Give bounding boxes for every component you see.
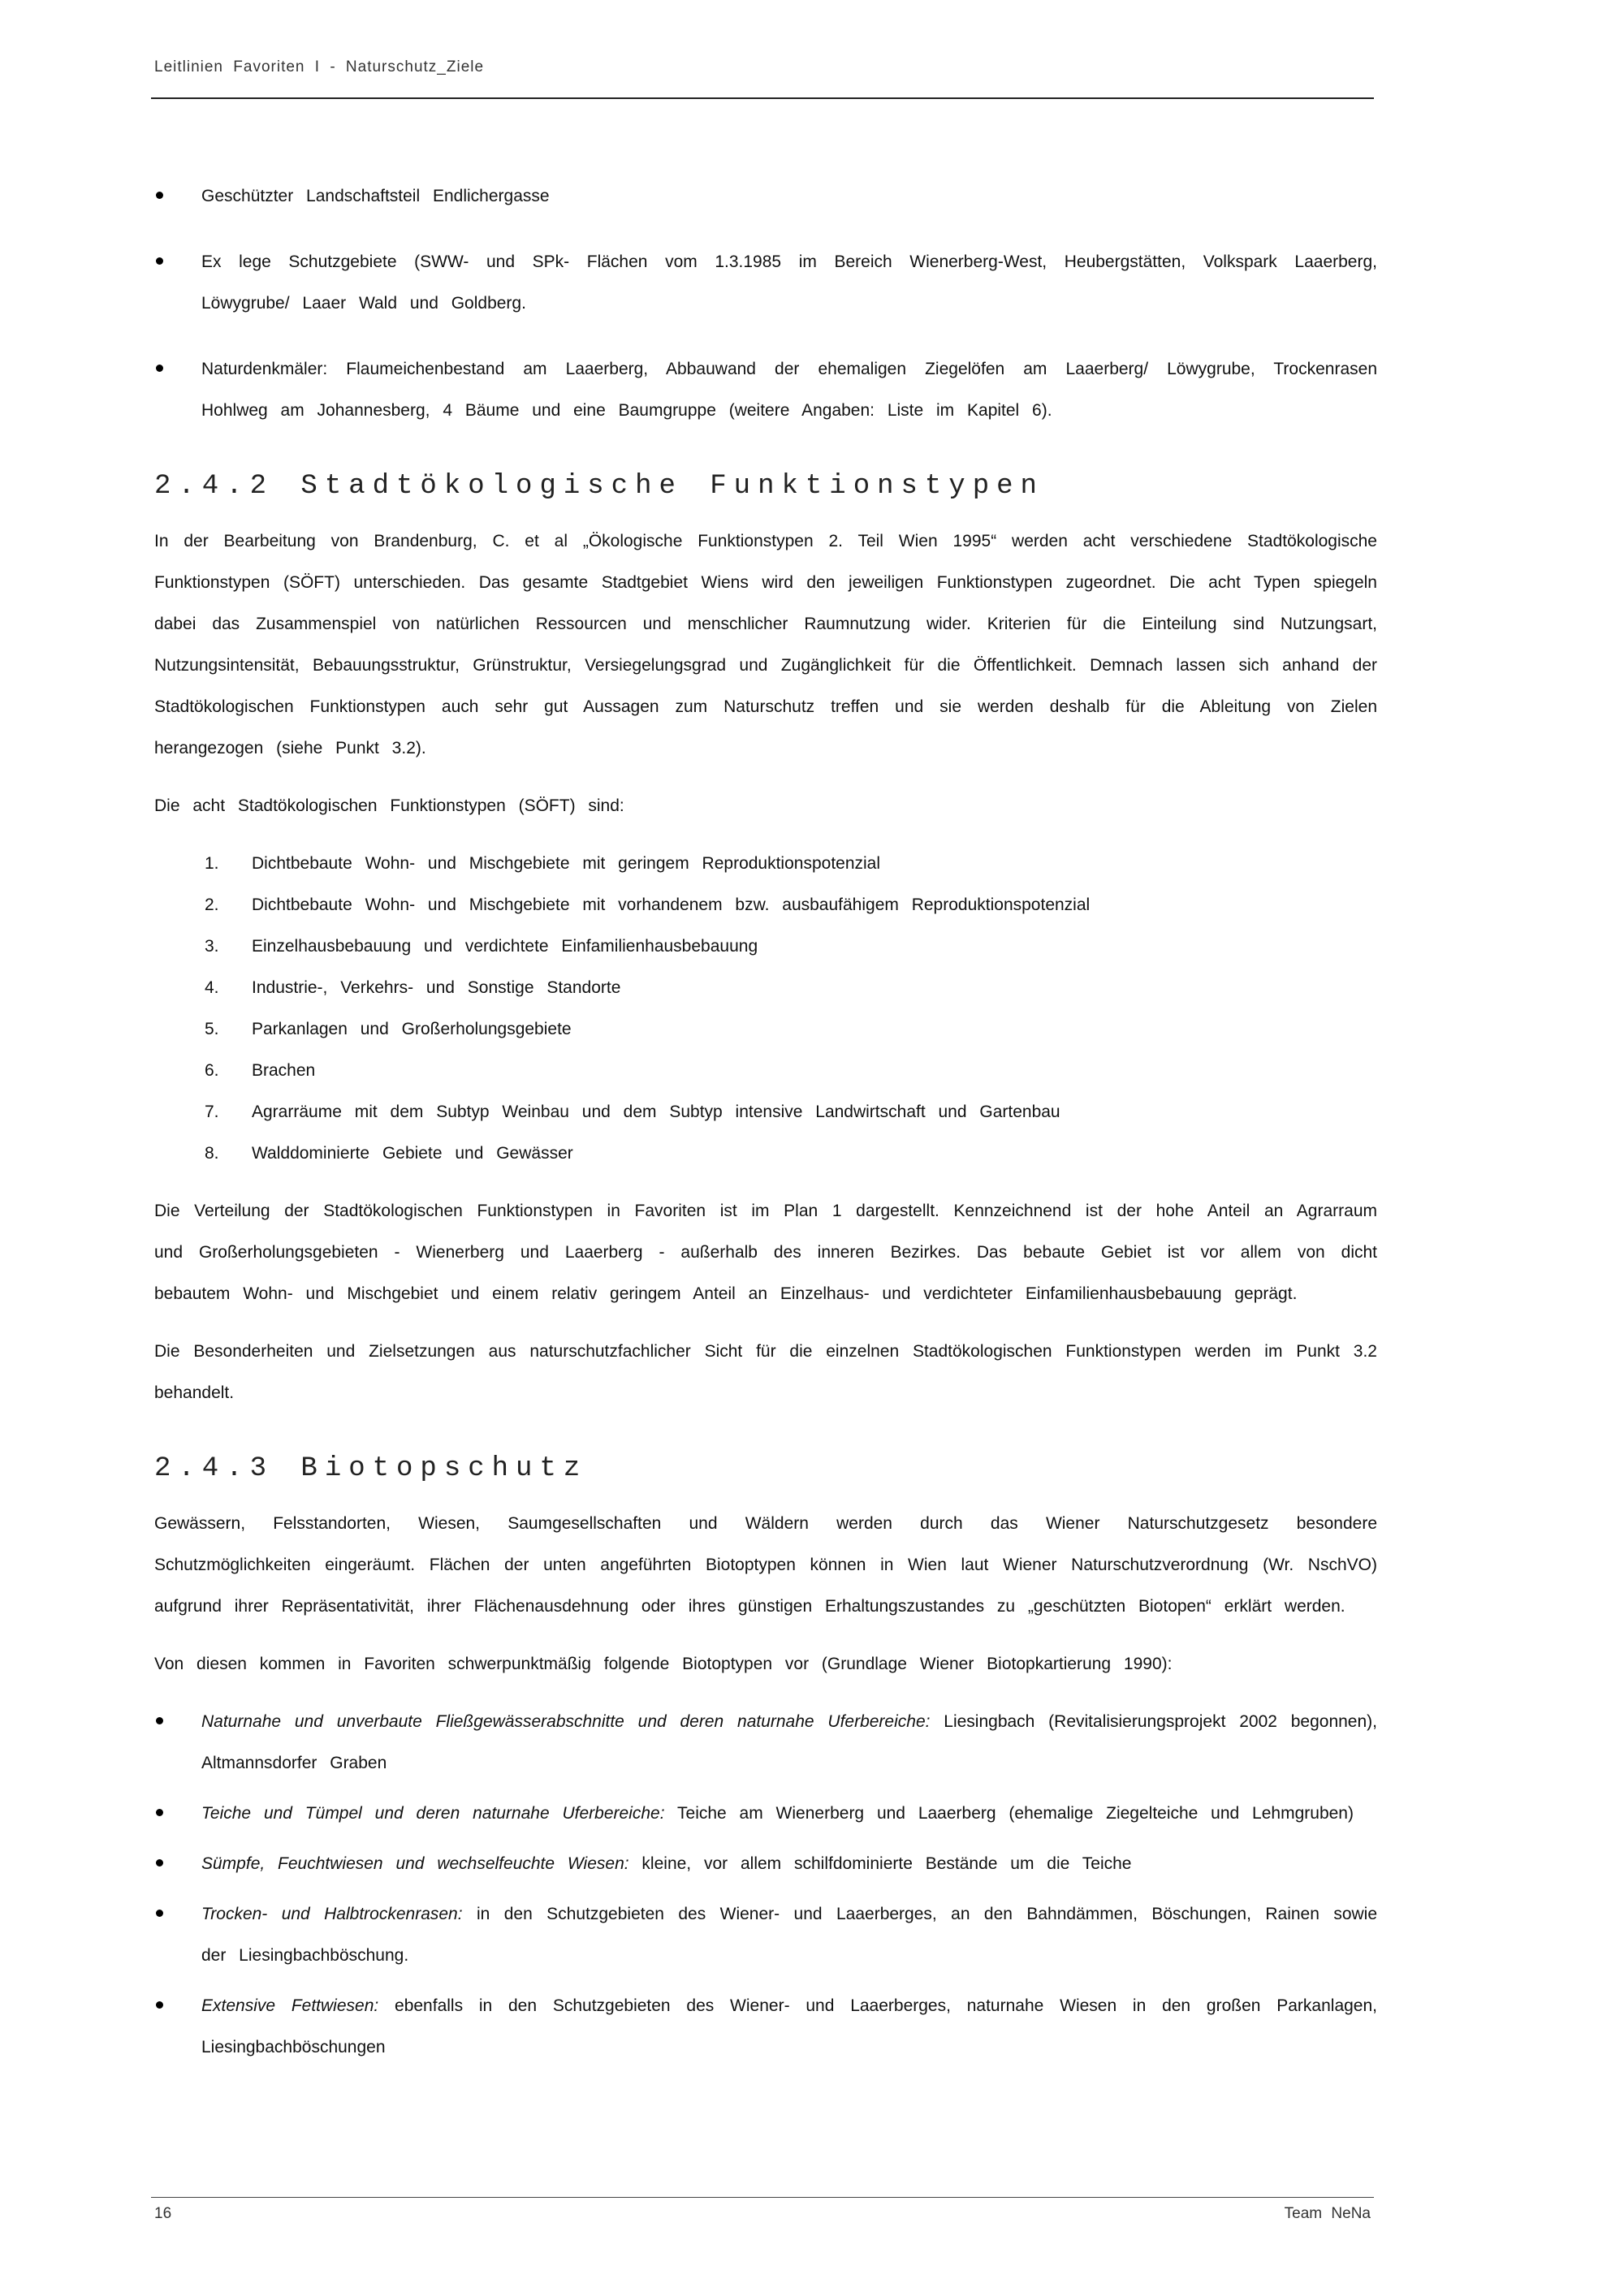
list-item bbox=[205, 884, 1377, 926]
footer-divider bbox=[151, 2197, 1374, 2198]
biotope-term: Naturnahe und unverbaute Fließgewässerabschnitte und deren naturnahe Uferbereiche: bbox=[201, 1712, 931, 1731]
list-item bbox=[205, 1008, 1377, 1050]
protected-areas-list bbox=[154, 175, 1377, 431]
bullet-icon bbox=[156, 192, 163, 199]
list-item bbox=[205, 843, 1377, 884]
list-item-text: Agrarräume mit dem Subtyp Weinbau und dem Subtyp intensive Landwirtschaft und Gartenbau bbox=[252, 1103, 1060, 1121]
list-item bbox=[154, 1793, 1377, 1834]
bullet-icon bbox=[156, 1910, 163, 1917]
section-heading-243: 2.4.3 Biotopschutz bbox=[154, 1453, 588, 1484]
paragraph: Gewässern, Felsstandorten, Wiesen, Saumgesellschaften und Wäldern werden durch das Wiener Naturschutzgesetz besondere Schutzmöglichkeiten eingeräumt. Flächen der unten angeführten Biotoptypen können in Wien laut Wiener Naturschutzverordnung (Wr. NschVO) aufgrund ihrer Repräsentativität, ihrer Flächenausdehnung oder ihres günstigen Erhaltungszustandes zu „geschützten Biotopen“ erklärt werden. bbox=[154, 1514, 1377, 1616]
bullet-icon bbox=[156, 2001, 163, 2009]
list-item-text: Dichtbebaute Wohn- und Mischgebiete mit vorhandenem bzw. ausbaufähigem Reproduktionspotenzial bbox=[252, 896, 1091, 914]
paragraph: Die Verteilung der Stadtökologischen Funktionstypen in Favoriten ist im Plan 1 dargestellt. Kennzeichnend ist der hohe Anteil an Agrarraum und Großerholungsgebieten - Wienerberg und Laaerberg - außerhalb des inneren Bezirkes. Das bebaute Gebiet ist vor allem von dicht bebautem Wohn- und Mischgebiet und einem relativ geringem Anteil an Einzelhaus- und verdichteter Einfamilienhausbebauung geprägt. bbox=[154, 1202, 1377, 1303]
list-item bbox=[154, 1843, 1377, 1884]
bullet-icon bbox=[156, 1859, 163, 1867]
page-content bbox=[154, 162, 1377, 2077]
biotope-term: Extensive Fettwiesen: bbox=[201, 1996, 379, 2015]
list-item-text: Brachen bbox=[252, 1061, 316, 1080]
paragraph: Von diesen kommen in Favoriten schwerpunktmäßig folgende Biotoptypen vor (Grundlage Wiener Biotopkartierung 1990): bbox=[154, 1655, 1173, 1673]
list-item bbox=[205, 1050, 1377, 1091]
list-item bbox=[154, 241, 1377, 324]
paragraph: Die Besonderheiten und Zielsetzungen aus naturschutzfachlicher Sicht für die einzelnen Stadtökologischen Funktionstypen werden im Punkt 3.2 behandelt. bbox=[154, 1342, 1377, 1402]
biotope-list bbox=[154, 1701, 1377, 2068]
biotope-description: in den Schutzgebieten des Wiener- und Laaerberges, an den Bahndämmen, Böschungen, Rainen sowie der Liesingbachböschung. bbox=[201, 1905, 1378, 1965]
list-item-text: Industrie-, Verkehrs- und Sonstige Standorte bbox=[252, 978, 621, 997]
bullet-icon bbox=[156, 365, 163, 372]
list-item bbox=[205, 1091, 1377, 1133]
page-number: 16 bbox=[154, 2205, 172, 2222]
list-number: 4. bbox=[205, 978, 219, 997]
list-number: 7. bbox=[205, 1103, 219, 1121]
list-item-text: Dichtbebaute Wohn- und Mischgebiete mit geringem Reproduktionspotenzial bbox=[252, 854, 881, 873]
list-item-text: Geschützter Landschaftsteil Endlichergasse bbox=[201, 187, 550, 205]
biotope-term: Sümpfe, Feuchtwiesen und wechselfeuchte Wiesen: bbox=[201, 1854, 629, 1873]
list-item bbox=[205, 926, 1377, 967]
list-item bbox=[154, 348, 1377, 431]
soeft-list bbox=[154, 843, 1377, 1174]
list-item bbox=[154, 1893, 1377, 1976]
page-header: Leitlinien Favoriten I - Naturschutz_Ziele bbox=[154, 58, 485, 76]
list-number: 2. bbox=[205, 896, 219, 914]
paragraph: In der Bearbeitung von Brandenburg, C. et al „Ökologische Funktionstypen 2. Teil Wien 1995“ werden acht verschiedene Stadtökologische Funktionstypen (SÖFT) unterschieden. Das gesamte Stadtgebiet Wiens wird den jeweiligen Funktionstypen zugeordnet. Die acht Typen spiegeln dabei das Zusammenspiel von natürlichen Ressourcen und menschlicher Raumnutzung wider. Kriterien für die Einteilung sind Nutzungsart, Nutzungsintensität, Bebauungsstruktur, Grünstruktur, Versiegelungsgrad und Zugänglichkeit für die Öffentlichkeit. Demnach lassen sich anhand der Stadtökologischen Funktionstypen auch sehr gut Aussagen zum Naturschutz treffen und sie werden deshalb für die Ableitung von Zielen herangezogen (siehe Punkt 3.2). bbox=[154, 532, 1377, 757]
biotope-term: Teiche und Tümpel und deren naturnahe Uferbereiche: bbox=[201, 1804, 665, 1823]
biotope-description: ebenfalls in den Schutzgebieten des Wiener- und Laaerberges, naturnahe Wiesen in den großen Parkanlagen, Liesingbachböschungen bbox=[201, 1996, 1377, 2056]
list-item bbox=[154, 175, 1377, 217]
list-number: 5. bbox=[205, 1020, 219, 1038]
biotope-term: Trocken- und Halbtrockenrasen: bbox=[201, 1905, 463, 1923]
bullet-icon bbox=[156, 1809, 163, 1816]
biotope-description: kleine, vor allem schilfdominierte Bestände um die Teiche bbox=[628, 1854, 1132, 1873]
section-heading-242: 2.4.2 Stadtökologische Funktionstypen bbox=[154, 471, 1044, 502]
biotope-description: Teiche am Wienerberg und Laaerberg (ehemalige Ziegelteiche und Lehmgruben) bbox=[664, 1804, 1354, 1823]
bullet-icon bbox=[156, 257, 163, 265]
list-item-text: Ex lege Schutzgebiete (SWW- und SPk- Flächen vom 1.3.1985 im Bereich Wienerberg-West, Heubergstätten, Volkspark Laaerberg, Löwygrube/ Laaer Wald und Goldberg. bbox=[201, 252, 1377, 313]
footer-author: Team NeNa bbox=[1284, 2205, 1371, 2222]
list-item bbox=[154, 1985, 1377, 2068]
paragraph: Die acht Stadtökologischen Funktionstypen (SÖFT) sind: bbox=[154, 796, 624, 815]
list-item bbox=[205, 1133, 1377, 1174]
list-number: 8. bbox=[205, 1144, 219, 1163]
list-item-text: Parkanlagen und Großerholungsgebiete bbox=[252, 1020, 572, 1038]
biotope-description: Liesingbach (Revitalisierungsprojekt 2002 begonnen), Altmannsdorfer Graben bbox=[201, 1712, 1377, 1772]
list-item bbox=[205, 967, 1377, 1008]
list-item-text: Einzelhausbebauung und verdichtete Einfamilienhausbebauung bbox=[252, 937, 758, 956]
list-item-text: Walddominierte Gebiete und Gewässer bbox=[252, 1144, 573, 1163]
list-item bbox=[154, 1701, 1377, 1784]
list-number: 3. bbox=[205, 937, 219, 956]
list-number: 6. bbox=[205, 1061, 219, 1080]
list-number: 1. bbox=[205, 854, 219, 873]
bullet-icon bbox=[156, 1717, 163, 1724]
list-item-text: Naturdenkmäler: Flaumeichenbestand am Laaerberg, Abbauwand der ehemaligen Ziegelöfen am Laaerberg/ Löwygrube, Trockenrasen Hohlweg am Johannesberg, 4 Bäume und eine Baumgruppe (weitere Angaben: Liste im Kapitel 6). bbox=[201, 360, 1377, 420]
header-divider bbox=[151, 97, 1374, 99]
